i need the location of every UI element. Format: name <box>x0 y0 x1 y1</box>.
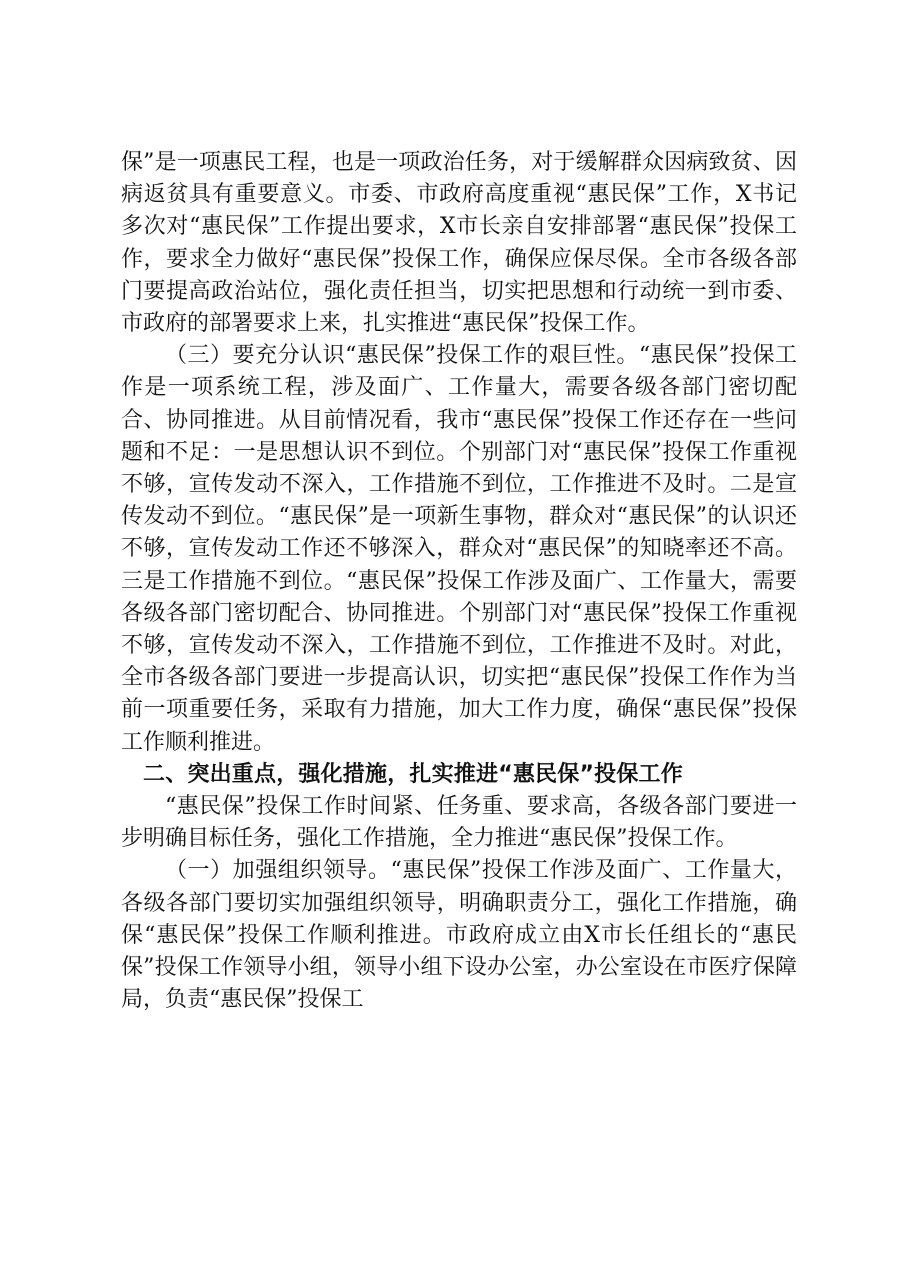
paragraph-continuation: 保”是一项惠民工程，也是一项政治任务，对于缓解群众因病致贫、因病返贫具有重要意义。市委、市政府高度重视“惠民保”工作，X书记多次对“惠民保”工作提出要求，X市长亲自安排部署“惠民保”投保工作，要求全力做好“惠民保”投保工作，确保应保尽保。全市各级各部门要提高政治站位，强化责任担当，切实把思想和行动统一到市委、市政府的部署要求上来，扎实推进“惠民保”投保工作。 <box>121 150 797 337</box>
paragraph-section-two-intro: “惠民保”投保工作时间紧、任务重、要求高，各级各部门要进一步明确目标任务，强化工作措施，全力推进“惠民保”投保工作。 <box>121 794 797 852</box>
section-heading-two: 二、突出重点，强化措施，扎实推进“惠民保”投保工作 <box>143 761 683 787</box>
document-body <box>121 147 797 1016</box>
paragraph-section-three: （三）要充分认识“惠民保”投保工作的艰巨性。“惠民保”投保工作是一项系统工程，涉及面广、工作量大，需要各级各部门密切配合、协同推进。从目前情况看，我市“惠民保”投保工作还存在一些问题和不足：一是思想认识不到位。个别部门对“惠民保”投保工作重视不够，宣传发动不深入，工作措施不到位，工作推进不及时。二是宣传发动不到位。“惠民保”是一项新生事物，群众对“惠民保”的认识还不够，宣传发动工作还不够深入，群众对“惠民保”的知晓率还不高。三是工作措施不到位。“惠民保”投保工作涉及面广、工作量大，需要各级各部门密切配合、协同推进。个别部门对“惠民保”投保工作重视不够，宣传发动不深入，工作措施不到位，工作推进不及时。对此，全市各级各部门要进一步提高认识，切实把“惠民保”投保工作作为当前一项重要任务，采取有力措施，加大工作力度，确保“惠民保”投保工作顺利推进。 <box>121 343 797 755</box>
paragraph-subsection-one: （一）加强组织领导。“惠民保”投保工作涉及面广、工作量大，各级各部门要切实加强组织领导，明确职责分工，强化工作措施，确保“惠民保”投保工作顺利推进。市政府成立由X市长任组长的“惠民保”投保工作领导小组，领导小组下设办公室，办公室设在市医疗保障局，负责“惠民保”投保工 <box>121 858 797 1013</box>
